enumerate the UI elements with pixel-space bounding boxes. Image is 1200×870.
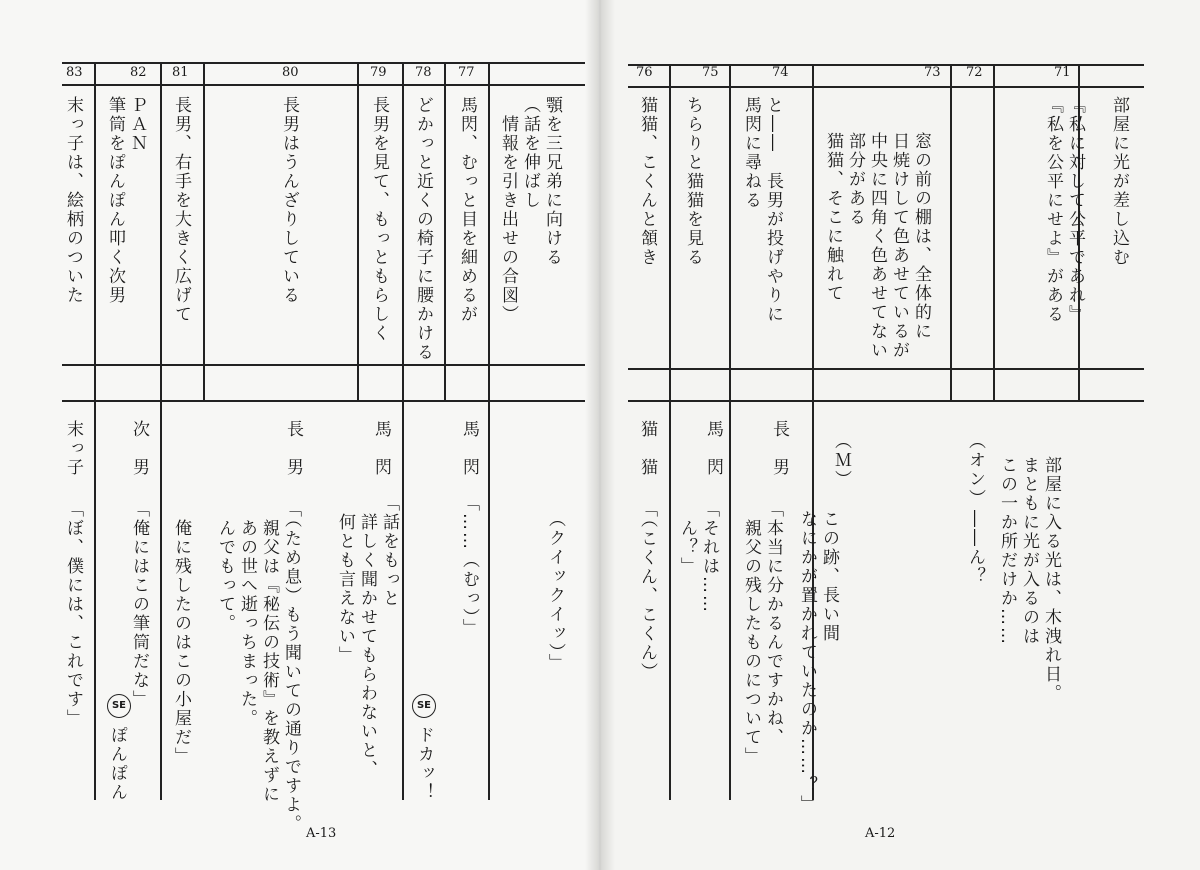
action-text: と―― 長男が投げやりに 馬閃に尋ねる <box>741 96 783 324</box>
number-rule <box>628 86 1144 88</box>
speaker-name: 馬 閃 <box>459 420 479 477</box>
action-text: 長男を見て、もっともらしく <box>369 96 389 343</box>
action-text: 馬閃、むっと目を細めるが <box>457 96 477 324</box>
speaker-name: 次 男 <box>129 420 149 477</box>
dialogue-text: ――ん？ <box>965 510 985 586</box>
dialogue-text: 「ぼ、僕には、これです」 <box>63 500 83 728</box>
middle-rule <box>62 400 592 402</box>
action-text: 部屋に光が差し込む 『私に対して公平であれ』 『私を公平にせよ』がある <box>1043 96 1129 324</box>
action-text: 長男、右手を大きく広げて <box>171 96 191 324</box>
action-text: ちらりと猫猫を見る <box>683 96 703 267</box>
dialogue-text: 「（ため息）もう聞いての通りですよ。 親父は『秘伝の技術』を教えずに あの世へ逝っちまった。 んでもって。 俺に残したのはこの小屋だ」 <box>171 500 301 834</box>
speaker-name: （Ｍ） <box>831 432 851 489</box>
speaker-name: 猫 猫 <box>637 420 657 477</box>
right-page <box>600 0 1200 870</box>
dialogue-text: 「（こくん、こくん） <box>637 500 657 682</box>
dialogue-text: 「話をもっと 詳しく聞かせてもらわないと、 何とも言えない」 <box>335 494 399 779</box>
number-rule <box>62 84 592 86</box>
speaker-name: 馬 閃 <box>703 420 723 477</box>
page-folio: A-13 <box>306 826 337 841</box>
shot-number: 78 <box>415 65 432 80</box>
sound-effect: ぽんぽん <box>107 726 127 802</box>
action-text: どかっと近くの椅子に腰かける <box>413 96 433 362</box>
action-text: 長男はうんざりしている <box>279 96 299 305</box>
shot-number: 71 <box>1054 65 1071 80</box>
middle-rule <box>628 400 1144 402</box>
shot-number: 81 <box>172 65 189 80</box>
shot-number: 80 <box>282 65 299 80</box>
action-text: 末っ子は、絵柄のついた <box>63 96 83 305</box>
sound-effect: ドカッ！ <box>414 726 434 802</box>
shot-number: 72 <box>966 65 983 80</box>
speaker-name: 馬 閃 <box>371 420 391 477</box>
shot-number: 75 <box>702 65 719 80</box>
action-rule <box>62 364 592 366</box>
dialogue-text: 「俺にはこの筆筒だな」 <box>129 500 149 709</box>
dialogue-text: 部屋に入る光は、木洩れ日。 まともに光が入るのは この一か所だけか…… <box>997 456 1061 703</box>
dialogue-text: （クイックイッ）」 <box>545 510 565 673</box>
shot-number: 77 <box>458 65 475 80</box>
shot-number: 73 <box>924 65 941 80</box>
action-text: 猫猫、こくんと頷き <box>637 96 657 267</box>
action-rule <box>628 368 1144 370</box>
shot-number: 79 <box>370 65 387 80</box>
speaker-name: 末っ子 <box>63 420 83 477</box>
speaker-name: 長 男 <box>283 420 303 477</box>
speaker-name: 長 男 <box>769 420 789 477</box>
dialogue-text: 「本当に分かるんですかね、 親父の残したものについて」 <box>741 500 783 766</box>
action-text: 窓の前の棚は、全体的に 日焼けして色あせているが 中央に四角く色あせてない 部分がある 猫猫、そこに触れて <box>823 132 931 360</box>
action-text: ＰＡＮ 筆筒をぽんぽん叩く次男 <box>105 96 147 305</box>
shot-number: 76 <box>636 65 653 80</box>
dialogue-text: この跡、長い間 なにかが置かれていたのか……？」 <box>797 510 839 814</box>
shot-number: 74 <box>772 65 789 80</box>
se-mark: SE <box>107 694 131 718</box>
book-gutter <box>585 0 615 870</box>
shot-number: 83 <box>66 65 83 80</box>
top-rule <box>62 62 592 64</box>
page-folio: A-12 <box>865 826 896 841</box>
shot-number: 82 <box>130 65 147 80</box>
speaker-name: （オン） <box>965 432 985 508</box>
dialogue-text: 「それは…… ん？」 <box>677 500 719 614</box>
dialogue-text: 「……（むっ）」 <box>459 494 479 638</box>
se-mark: SE <box>412 694 436 718</box>
action-text: 顎を三兄弟に向ける （話を伸ばし 情報を引き出せの合図） <box>498 96 562 324</box>
